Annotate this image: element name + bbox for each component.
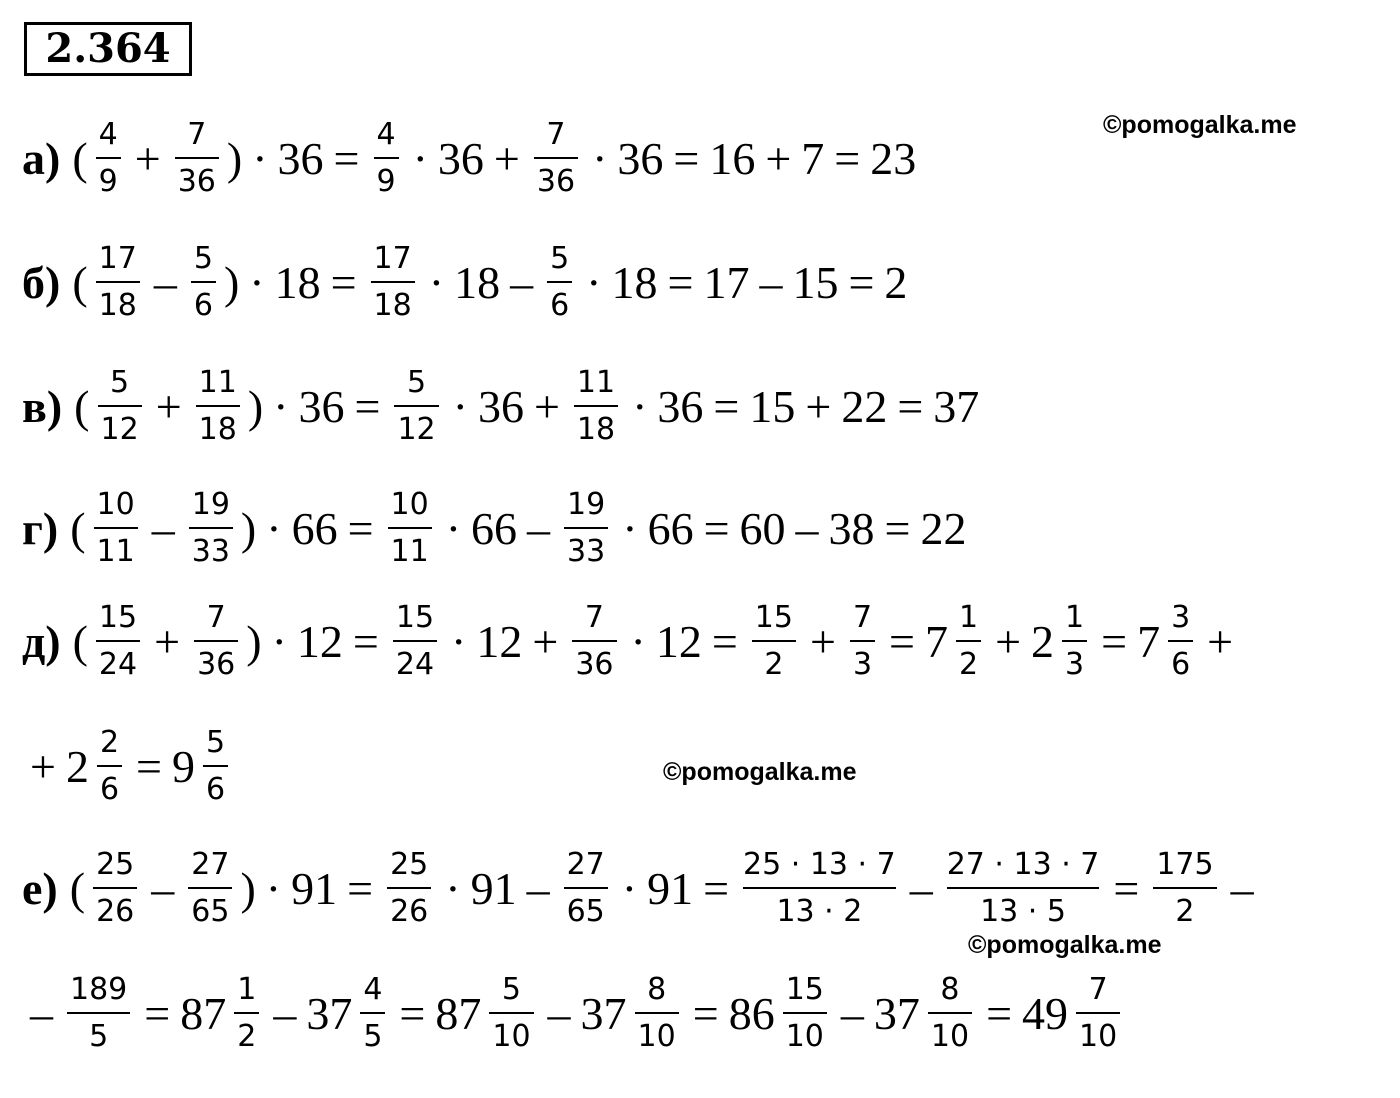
operator: = bbox=[986, 987, 1013, 1039]
numerator: 4 bbox=[98, 116, 118, 152]
numerator: 8 bbox=[940, 971, 960, 1007]
denominator: 6 bbox=[99, 771, 120, 807]
operator: – bbox=[840, 987, 864, 1039]
numerator: 19 bbox=[567, 486, 606, 522]
operator: + bbox=[30, 740, 56, 792]
operator: + bbox=[493, 132, 520, 184]
math-term: 18 bbox=[454, 256, 501, 308]
fraction bbox=[393, 601, 437, 682]
math-term: ) bbox=[247, 380, 264, 432]
operator: = bbox=[667, 256, 694, 308]
fraction bbox=[574, 366, 618, 447]
numerator: 5 bbox=[406, 364, 427, 400]
numerator: 3 bbox=[1171, 599, 1191, 635]
math-term: 2 bbox=[1031, 615, 1055, 667]
denominator: 10 bbox=[492, 1018, 531, 1054]
numerator: 2 bbox=[99, 724, 120, 760]
solution-line-d-continued bbox=[22, 716, 234, 816]
operator: = bbox=[333, 132, 360, 184]
math-term: 60 bbox=[739, 502, 786, 554]
numerator: 27 bbox=[191, 846, 230, 882]
solution-line-d bbox=[22, 591, 1241, 691]
fraction bbox=[534, 118, 578, 199]
math-term: 37 bbox=[873, 987, 920, 1039]
math-term: 12 bbox=[655, 615, 702, 667]
numerator: 4 bbox=[363, 971, 383, 1007]
fraction bbox=[572, 601, 616, 682]
item-label: а) bbox=[22, 132, 61, 184]
fraction bbox=[547, 242, 572, 323]
math-term: 36 bbox=[277, 132, 324, 184]
solution-line-g bbox=[22, 478, 968, 578]
math-term: ( bbox=[72, 132, 88, 184]
denominator: 10 bbox=[637, 1018, 676, 1054]
denominator: 3 bbox=[1065, 646, 1085, 682]
numerator: 17 bbox=[98, 240, 137, 276]
denominator: 65 bbox=[191, 893, 230, 929]
operator: = bbox=[144, 987, 171, 1039]
math-term: 36 bbox=[437, 132, 484, 184]
math-term: 15 bbox=[792, 256, 839, 308]
numerator: 10 bbox=[390, 486, 429, 522]
operator: = bbox=[352, 615, 379, 667]
math-term: ) bbox=[226, 132, 243, 184]
operator: = bbox=[834, 132, 861, 184]
fraction bbox=[564, 488, 608, 569]
numerator: 189 bbox=[70, 971, 128, 1007]
math-term: ( bbox=[72, 256, 88, 308]
math-term: ) bbox=[240, 502, 257, 554]
math-term: ( bbox=[69, 862, 86, 914]
math-term: 37 bbox=[580, 987, 627, 1039]
solution-line-a bbox=[22, 108, 918, 208]
operator: = bbox=[1113, 862, 1140, 914]
operator: = bbox=[136, 740, 162, 792]
fraction bbox=[96, 601, 140, 682]
math-term: ) bbox=[246, 615, 262, 667]
numerator: 5 bbox=[206, 724, 226, 760]
denominator: 18 bbox=[198, 411, 237, 447]
numerator: 17 bbox=[373, 240, 412, 276]
item-label: б) bbox=[22, 256, 61, 308]
math-term: 49 bbox=[1022, 987, 1069, 1039]
math-term: 87 bbox=[180, 987, 227, 1039]
denominator: 36 bbox=[575, 646, 614, 682]
operator: · bbox=[632, 380, 648, 432]
operator: + bbox=[155, 380, 182, 432]
numerator: 25 · 13 · 7 bbox=[743, 846, 896, 882]
denominator: 24 bbox=[98, 646, 138, 682]
operator: · bbox=[445, 862, 461, 914]
operator: · bbox=[252, 132, 268, 184]
numerator: 5 bbox=[193, 240, 213, 276]
numerator: 5 bbox=[501, 971, 521, 1007]
math-term: 7 bbox=[924, 615, 948, 667]
solution-line-b bbox=[22, 232, 909, 332]
fraction bbox=[1076, 973, 1120, 1054]
problem-number: 2.364 bbox=[24, 22, 192, 76]
fraction bbox=[360, 973, 385, 1054]
denominator: 2 bbox=[958, 646, 979, 682]
operator: = bbox=[1101, 615, 1128, 667]
operator: · bbox=[445, 502, 462, 554]
operator: · bbox=[592, 132, 608, 184]
denominator: 24 bbox=[395, 646, 435, 682]
numerator: 5 bbox=[550, 240, 570, 276]
numerator: 15 bbox=[395, 599, 435, 635]
operator: – bbox=[909, 862, 933, 914]
math-term: ) bbox=[240, 862, 256, 914]
operator: · bbox=[249, 256, 265, 308]
watermark: ©pomogalka.me bbox=[1103, 111, 1297, 139]
operator: = bbox=[703, 862, 730, 914]
operator: = bbox=[673, 132, 700, 184]
math-term: 38 bbox=[828, 502, 875, 554]
fraction bbox=[635, 973, 679, 1054]
denominator: 36 bbox=[197, 646, 236, 682]
operator: + bbox=[1207, 615, 1234, 667]
denominator: 12 bbox=[397, 411, 436, 447]
math-term: 23 bbox=[870, 132, 917, 184]
fraction bbox=[98, 366, 142, 447]
fraction bbox=[956, 601, 981, 682]
solution-line-e-continued bbox=[22, 963, 1126, 1063]
operator: · bbox=[412, 132, 428, 184]
numerator: 27 · 13 · 7 bbox=[946, 846, 1100, 882]
fraction bbox=[394, 366, 438, 447]
operator: · bbox=[621, 862, 638, 914]
numerator: 4 bbox=[376, 116, 396, 152]
numerator: 1 bbox=[1065, 599, 1085, 635]
watermark: ©pomogalka.me bbox=[663, 758, 857, 786]
math-term: 37 bbox=[306, 987, 353, 1039]
operator: = bbox=[711, 615, 738, 667]
fraction bbox=[191, 242, 216, 323]
numerator: 7 bbox=[1088, 971, 1108, 1007]
item-label: д) bbox=[22, 615, 61, 667]
denominator: 18 bbox=[576, 411, 616, 447]
math-term: ( bbox=[72, 615, 88, 667]
denominator: 36 bbox=[536, 163, 576, 199]
operator: · bbox=[273, 380, 289, 432]
fraction bbox=[371, 242, 415, 323]
denominator: 11 bbox=[96, 533, 135, 569]
math-term: 2 bbox=[884, 256, 908, 308]
fraction bbox=[188, 848, 232, 929]
operator: · bbox=[271, 615, 287, 667]
numerator: 10 bbox=[96, 486, 135, 522]
operator: – bbox=[151, 502, 175, 554]
numerator: 15 bbox=[98, 599, 138, 635]
fraction bbox=[189, 488, 233, 569]
math-term: 91 bbox=[291, 862, 338, 914]
solution-line-v bbox=[22, 356, 981, 456]
math-term: 2 bbox=[65, 740, 89, 792]
operator: = bbox=[884, 502, 911, 554]
operator: · bbox=[265, 862, 282, 914]
numerator: 1 bbox=[958, 599, 979, 635]
denominator: 10 bbox=[1079, 1018, 1118, 1054]
math-term: 37 bbox=[933, 380, 980, 432]
operator: · bbox=[266, 502, 282, 554]
math-term: 36 bbox=[617, 132, 664, 184]
math-term: 7 bbox=[1137, 615, 1161, 667]
fraction bbox=[1168, 601, 1193, 682]
denominator: 11 bbox=[390, 533, 429, 569]
math-term: 22 bbox=[920, 502, 967, 554]
operator: – bbox=[527, 502, 551, 554]
operator: – bbox=[30, 987, 53, 1039]
denominator: 65 bbox=[566, 893, 605, 929]
denominator: 33 bbox=[191, 533, 230, 569]
denominator: 6 bbox=[206, 771, 226, 807]
math-term: 17 bbox=[703, 256, 750, 308]
math-term: ( bbox=[74, 380, 90, 432]
denominator: 12 bbox=[100, 411, 139, 447]
fraction bbox=[564, 848, 608, 929]
denominator: 9 bbox=[98, 163, 118, 199]
denominator: 2 bbox=[1175, 893, 1195, 929]
fraction bbox=[783, 973, 827, 1054]
denominator: 18 bbox=[98, 287, 137, 323]
operator: – bbox=[151, 862, 175, 914]
fraction bbox=[96, 242, 140, 323]
numerator: 15 bbox=[754, 599, 793, 635]
fraction bbox=[1153, 848, 1216, 929]
numerator: 11 bbox=[198, 364, 237, 400]
numerator: 5 bbox=[110, 364, 130, 400]
denominator: 6 bbox=[1171, 646, 1191, 682]
math-term: 12 bbox=[296, 615, 343, 667]
fraction bbox=[374, 118, 399, 199]
fraction bbox=[1062, 601, 1087, 682]
denominator: 3 bbox=[852, 646, 873, 682]
denominator: 2 bbox=[764, 646, 784, 682]
operator: + bbox=[154, 615, 181, 667]
denominator: 13 · 5 bbox=[980, 893, 1066, 929]
math-term: 18 bbox=[274, 256, 321, 308]
watermark: ©pomogalka.me bbox=[968, 931, 1162, 959]
fraction bbox=[175, 118, 219, 199]
fraction bbox=[94, 488, 138, 569]
fraction bbox=[194, 601, 238, 682]
math-term: 87 bbox=[435, 987, 482, 1039]
numerator: 15 bbox=[785, 971, 824, 1007]
math-term: 18 bbox=[611, 256, 658, 308]
operator: · bbox=[428, 256, 445, 308]
operator: + bbox=[532, 615, 559, 667]
fraction bbox=[93, 848, 137, 929]
fraction bbox=[203, 726, 228, 807]
item-label: в) bbox=[22, 380, 63, 432]
numerator: 25 bbox=[96, 846, 135, 882]
operator: = bbox=[889, 615, 915, 667]
operator: = bbox=[897, 380, 924, 432]
math-term: 36 bbox=[298, 380, 345, 432]
denominator: 26 bbox=[96, 893, 135, 929]
operator: + bbox=[765, 132, 792, 184]
denominator: 2 bbox=[237, 1018, 257, 1054]
operator: · bbox=[622, 502, 638, 554]
solution-line-e bbox=[22, 838, 1262, 938]
math-term: 15 bbox=[749, 380, 796, 432]
denominator: 6 bbox=[193, 287, 213, 323]
denominator: 10 bbox=[930, 1018, 970, 1054]
operator: + bbox=[533, 380, 560, 432]
numerator: 7 bbox=[187, 116, 207, 152]
fraction bbox=[388, 488, 432, 569]
fraction bbox=[97, 726, 122, 807]
fraction bbox=[387, 848, 431, 929]
fraction bbox=[96, 118, 121, 199]
numerator: 27 bbox=[566, 846, 605, 882]
operator: + bbox=[805, 380, 832, 432]
math-term: 91 bbox=[647, 862, 694, 914]
operator: + bbox=[134, 132, 161, 184]
operator: = bbox=[347, 502, 374, 554]
operator: – bbox=[153, 256, 177, 308]
math-term: 22 bbox=[841, 380, 888, 432]
numerator: 7 bbox=[584, 599, 604, 635]
math-term: 12 bbox=[476, 615, 523, 667]
operator: = bbox=[848, 256, 875, 308]
numerator: 25 bbox=[390, 846, 429, 882]
numerator: 8 bbox=[647, 971, 667, 1007]
math-term: 36 bbox=[477, 380, 524, 432]
operator: – bbox=[759, 256, 783, 308]
math-term: ) bbox=[223, 256, 240, 308]
operator: = bbox=[703, 502, 730, 554]
numerator: 11 bbox=[576, 364, 616, 400]
operator: – bbox=[1230, 862, 1254, 914]
operator: · bbox=[452, 380, 468, 432]
math-term: 66 bbox=[471, 502, 518, 554]
math-term: ( bbox=[70, 502, 86, 554]
denominator: 5 bbox=[363, 1018, 383, 1054]
denominator: 26 bbox=[390, 893, 429, 929]
operator: + bbox=[995, 615, 1022, 667]
denominator: 33 bbox=[567, 533, 606, 569]
math-term: 7 bbox=[801, 132, 825, 184]
denominator: 6 bbox=[550, 287, 570, 323]
numerator: 19 bbox=[191, 486, 230, 522]
math-term: 16 bbox=[709, 132, 756, 184]
operator: · bbox=[451, 615, 467, 667]
math-term: 86 bbox=[728, 987, 775, 1039]
fraction bbox=[928, 973, 972, 1054]
operator: · bbox=[586, 256, 602, 308]
math-term: 66 bbox=[291, 502, 338, 554]
operator: = bbox=[330, 256, 357, 308]
math-term: 66 bbox=[647, 502, 694, 554]
fraction bbox=[850, 601, 875, 682]
denominator: 10 bbox=[785, 1018, 824, 1054]
numerator: 7 bbox=[546, 116, 566, 152]
denominator: 5 bbox=[89, 1018, 109, 1054]
operator: = bbox=[713, 380, 740, 432]
numerator: 1 bbox=[237, 971, 257, 1007]
item-label: е) bbox=[22, 862, 58, 914]
operator: – bbox=[273, 987, 297, 1039]
operator: = bbox=[347, 862, 374, 914]
operator: = bbox=[692, 987, 719, 1039]
fraction bbox=[752, 601, 796, 682]
numerator: 7 bbox=[852, 599, 873, 635]
fraction bbox=[489, 973, 533, 1054]
operator: + bbox=[809, 615, 836, 667]
operator: = bbox=[399, 987, 426, 1039]
math-term: 91 bbox=[470, 862, 517, 914]
fraction bbox=[743, 848, 896, 929]
math-term: 36 bbox=[657, 380, 704, 432]
operator: – bbox=[547, 987, 571, 1039]
denominator: 18 bbox=[373, 287, 412, 323]
denominator: 13 · 2 bbox=[776, 893, 863, 929]
denominator: 36 bbox=[177, 163, 216, 199]
numerator: 175 bbox=[1156, 846, 1214, 882]
numerator: 7 bbox=[206, 599, 226, 635]
operator: · bbox=[630, 615, 646, 667]
operator: = bbox=[354, 380, 381, 432]
operator: – bbox=[526, 862, 550, 914]
operator: – bbox=[510, 256, 534, 308]
denominator: 9 bbox=[376, 163, 396, 199]
operator: – bbox=[795, 502, 819, 554]
math-term: 9 bbox=[172, 740, 195, 792]
fraction bbox=[196, 366, 240, 447]
fraction bbox=[234, 973, 259, 1054]
item-label: г) bbox=[22, 502, 59, 554]
fraction bbox=[947, 848, 1100, 929]
fraction bbox=[67, 973, 130, 1054]
